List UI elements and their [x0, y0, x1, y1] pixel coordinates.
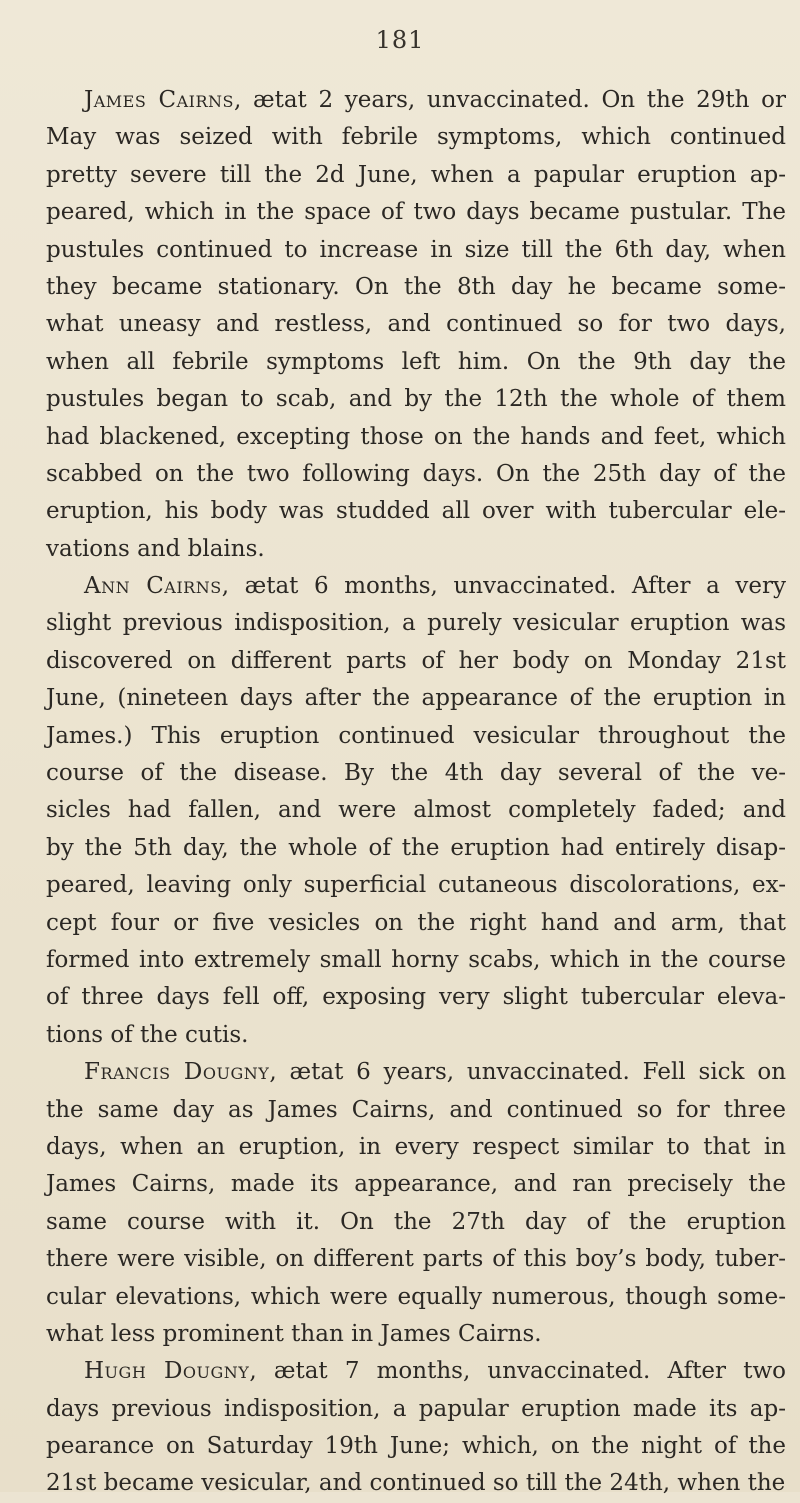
text-line — [46, 905, 786, 942]
line-text: James Cairns, made its appearance, and ran precisely the — [46, 1171, 786, 1198]
text-line — [46, 755, 786, 792]
text-line — [46, 830, 786, 867]
text-line — [46, 1204, 786, 1241]
line-text: they became stationary. On the 8th day he became some- — [46, 273, 786, 300]
line-text: discovered on different parts of her body on Monday 21st — [46, 647, 786, 674]
line-text: , ætat 6 years, unvaccinated. Fell sick on — [269, 1059, 787, 1086]
line-text: the same day as James Cairns, and continued so for three — [46, 1096, 786, 1123]
text-line — [46, 1241, 786, 1278]
text-line — [46, 1129, 786, 1166]
line-text: when all febrile symptoms left him. On the 9th day the — [46, 348, 786, 375]
line-text: pearance on Saturday 19th June; which, on the night of the — [46, 1433, 786, 1460]
line-text: 21st became vesicular, and continued so till the 24th, when the — [46, 1470, 786, 1497]
line-text: tions of the cutis. — [46, 1021, 249, 1048]
text-line — [46, 680, 786, 717]
page-number: 181 — [375, 26, 425, 54]
line-text: , ætat 2 years, unvaccinated. On the 29th or — [233, 87, 786, 113]
line-text: vations and blains. — [46, 535, 265, 562]
line-text: days, when an eruption, in every respect similar to that in — [46, 1133, 786, 1160]
paragraph — [46, 1054, 786, 1353]
line-text: there were visible, on different parts of this boy’s body, tuber- — [46, 1246, 786, 1273]
text-line — [46, 605, 786, 642]
text-line — [46, 456, 786, 493]
line-text: pustules began to scab, and by the 12th the whole of them — [46, 386, 786, 413]
paragraph — [46, 82, 786, 568]
line-text: scabbed on the two following days. On the 25th day of the — [46, 460, 786, 487]
text-line — [46, 979, 786, 1016]
line-text: pustules continued to increase in size till the 6th day, when — [46, 236, 786, 263]
line-text: , ætat 7 months, unvaccinated. After two — [249, 1358, 786, 1385]
text-line — [46, 493, 786, 530]
line-text: of three days fell off, exposing very slight tubercular eleva- — [46, 984, 786, 1011]
text-line — [46, 157, 786, 194]
line-text: what uneasy and restless, and continued so for two days, — [46, 311, 786, 338]
line-text: eruption, his body was studded all over with tubercular ele- — [46, 498, 786, 525]
text-line — [46, 269, 786, 306]
line-text: cular elevations, which were equally numerous, though some- — [46, 1283, 786, 1310]
text-line — [46, 1092, 786, 1129]
text-line — [46, 1279, 786, 1316]
body-text — [46, 82, 786, 1503]
line-text: formed into extremely small horny scabs, which in the course — [46, 946, 786, 973]
paragraph — [46, 1353, 786, 1503]
text-line — [46, 1353, 786, 1390]
text-line — [46, 306, 786, 343]
line-text: cept four or five vesicles on the right hand and arm, that — [46, 909, 786, 936]
line-text: had blackened, excepting those on the hands and feet, which — [46, 423, 786, 450]
line-text: slight previous indisposition, a purely vesicular eruption was — [46, 610, 786, 637]
paragraph — [46, 568, 786, 1054]
line-text: peared, which in the space of two days became pustular. The — [46, 199, 786, 226]
patient-name: Hugh Dougny — [84, 1358, 250, 1385]
text-line — [46, 792, 786, 829]
line-text: what less prominent than in James Cairns. — [46, 1320, 542, 1347]
text-line — [46, 1166, 786, 1203]
text-line — [46, 119, 786, 156]
line-text: , ætat 6 months, unvaccinated. After a very — [221, 573, 786, 600]
line-text: peared, leaving only superficial cutaneous discolorations, ex- — [46, 872, 786, 899]
text-line — [46, 531, 786, 568]
text-line — [46, 867, 786, 904]
line-text: sicles had fallen, and were almost completely faded; and — [46, 797, 786, 824]
line-text: by the 5th day, the whole of the eruption had entirely disap- — [46, 834, 786, 861]
text-line — [46, 643, 786, 680]
patient-name: Francis Dougny — [84, 1059, 270, 1086]
text-line — [46, 194, 786, 231]
text-line — [46, 344, 786, 381]
text-line — [46, 1465, 786, 1502]
text-line — [46, 942, 786, 979]
text-line — [46, 1391, 786, 1428]
line-text: course of the disease. By the 4th day several of the ve- — [46, 760, 786, 787]
line-text: May was seized with febrile symptoms, which continued — [46, 124, 786, 151]
line-text: days previous indisposition, a papular eruption made its ap- — [46, 1395, 786, 1422]
text-line — [46, 1054, 786, 1091]
text-line — [46, 568, 786, 605]
text-line — [46, 232, 786, 269]
text-line — [46, 1316, 786, 1353]
text-line — [46, 381, 786, 418]
text-line — [46, 82, 786, 119]
line-text: pretty severe till the 2d June, when a papular eruption ap- — [46, 161, 786, 188]
patient-name: Ann Cairns — [84, 573, 222, 600]
patient-name: James Cairns — [84, 87, 234, 113]
line-text: June, (nineteen days after the appearance of the eruption in — [46, 685, 786, 712]
text-line — [46, 419, 786, 456]
text-line — [46, 1428, 786, 1465]
text-line — [46, 1017, 786, 1054]
line-text: James.) This eruption continued vesicular throughout the — [46, 722, 786, 749]
text-line — [46, 718, 786, 755]
line-text: same course with it. On the 27th day of the eruption — [46, 1208, 786, 1235]
